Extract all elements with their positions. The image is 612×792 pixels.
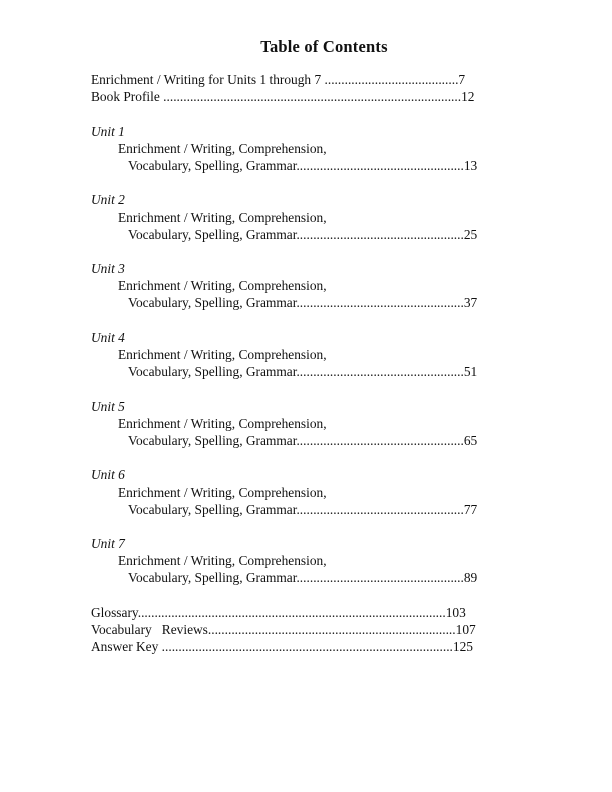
spacer bbox=[91, 449, 477, 466]
unit-entry-line-1: Enrichment / Writing, Comprehension, bbox=[118, 140, 327, 156]
toc-entry-enrichment-writing: Enrichment / Writing for Units 1 through 7 ........................................7 bbox=[91, 72, 466, 87]
spacer bbox=[91, 243, 477, 260]
spacer bbox=[91, 312, 477, 329]
toc-unit-4 bbox=[91, 329, 477, 381]
spacer bbox=[91, 380, 477, 397]
unit-title: Unit 2 bbox=[91, 192, 125, 208]
toc-unit-5 bbox=[91, 398, 477, 450]
toc-entry-glossary: Glossary............................................................................................103 bbox=[91, 604, 466, 620]
unit-entry-line-2: Vocabulary, Spelling, Grammar..................................................65 bbox=[128, 432, 478, 448]
toc-unit-3 bbox=[91, 260, 477, 312]
unit-title: Unit 1 bbox=[91, 123, 125, 139]
toc-unit-1 bbox=[91, 123, 477, 175]
unit-title: Unit 7 bbox=[91, 536, 125, 552]
toc-entry-book-profile: Book Profile .........................................................................................12 bbox=[91, 89, 475, 105]
spacer bbox=[91, 587, 477, 604]
toc-unit-7 bbox=[91, 535, 477, 587]
unit-entry-line-1: Enrichment / Writing, Comprehension, bbox=[118, 347, 327, 362]
unit-entry-line-2: Vocabulary, Spelling, Grammar..................................................25 bbox=[128, 226, 478, 242]
unit-entry-line-2: Vocabulary, Spelling, Grammar..................................................89 bbox=[128, 570, 478, 586]
unit-title: Unit 5 bbox=[91, 398, 125, 414]
unit-entry-line-2: Vocabulary, Spelling, Grammar..................................................13 bbox=[128, 157, 478, 173]
toc-unit-2 bbox=[91, 191, 477, 243]
toc-entry-answer-key: Answer Key .......................................................................................125 bbox=[91, 639, 473, 655]
unit-entry-line-2: Vocabulary, Spelling, Grammar..................................................77 bbox=[128, 501, 478, 517]
toc-unit-6 bbox=[91, 466, 477, 518]
page-title: Table of Contents bbox=[260, 37, 388, 56]
unit-entry-line-1: Enrichment / Writing, Comprehension, bbox=[118, 278, 327, 294]
unit-entry-line-2: Vocabulary, Spelling, Grammar..................................................37 bbox=[128, 295, 478, 311]
unit-title: Unit 6 bbox=[91, 467, 125, 483]
table-of-contents bbox=[91, 71, 477, 655]
unit-entry-line-1: Enrichment / Writing, Comprehension, bbox=[118, 415, 327, 431]
unit-entry-line-1: Enrichment / Writing, Comprehension, bbox=[118, 209, 327, 225]
unit-entry-line-1: Enrichment / Writing, Comprehension, bbox=[118, 484, 327, 500]
spacer bbox=[91, 518, 477, 535]
unit-title: Unit 4 bbox=[91, 329, 125, 345]
unit-entry-line-1: Enrichment / Writing, Comprehension, bbox=[118, 553, 327, 569]
unit-title: Unit 3 bbox=[91, 261, 125, 277]
spacer bbox=[91, 105, 477, 122]
spacer bbox=[91, 174, 477, 191]
unit-entry-line-2: Vocabulary, Spelling, Grammar..................................................51 bbox=[128, 364, 478, 380]
toc-entry-vocabulary-reviews: Vocabulary Reviews..........................................................................107 bbox=[91, 622, 476, 637]
